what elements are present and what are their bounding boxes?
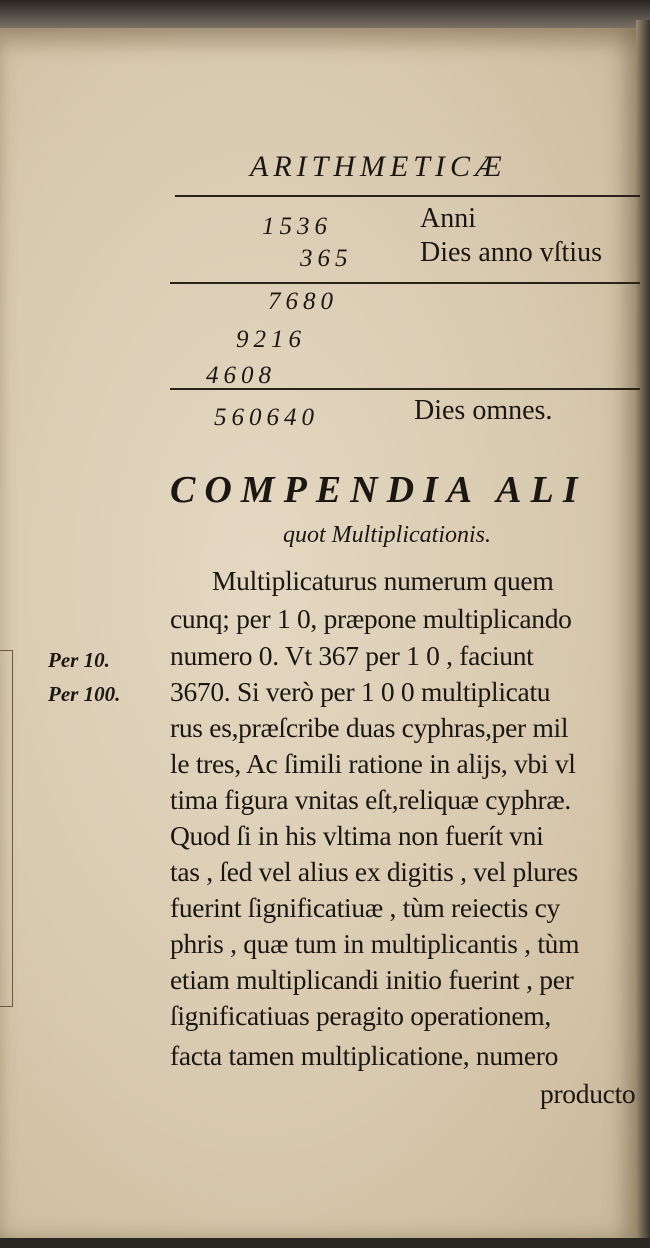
marginal-note-per-10: Per 10.	[48, 648, 110, 672]
marginal-note-per-100: Per 100.	[48, 682, 121, 706]
calc-label-days: Dies anno vſtius	[420, 237, 602, 268]
rule-middle	[170, 282, 640, 284]
page-gutter	[636, 20, 650, 1248]
body-line: facta tamen multiplicatione, numero	[170, 1040, 559, 1071]
body-line: phris , quæ tum in multiplicantis , tùm	[170, 928, 580, 959]
rule-bottom	[170, 388, 640, 390]
calc-figure-years: 1536	[262, 213, 332, 240]
body-line: etiam multiplicandi initio fuerint , per	[170, 964, 574, 995]
section-subtitle: quot Multiplicationis.	[283, 522, 491, 548]
body-line: Quod ſi in his vltima non fuerít vni	[170, 820, 544, 851]
catchword: producto	[540, 1078, 636, 1109]
section-title: COMPENDIA ALI	[170, 469, 587, 511]
body-line: ſignificatiuas peragito operationem,	[170, 1000, 551, 1031]
body-line: numero 0. Vt 367 per 1 0 , faciunt	[170, 640, 534, 671]
book-binding-bottom	[0, 1238, 650, 1248]
partial-product-2: 9216	[236, 326, 306, 353]
partial-product-1: 7680	[268, 288, 338, 315]
body-line: tas , ſed vel alius ex digitis , vel plures	[170, 856, 578, 887]
body-line: 3670. Si verò per 1 0 0 multiplicatu	[170, 676, 551, 707]
running-head: ARITHMETICÆ	[250, 150, 507, 183]
partial-product-3: 4608	[206, 362, 276, 389]
body-line: tima figura vnitas eſt,reliquæ cyphræ.	[170, 784, 572, 815]
calc-figure-days: 365	[300, 245, 353, 272]
body-line: fuerint ſignificatiuæ , tùm reiectis cy	[170, 892, 560, 923]
rule-top	[175, 195, 640, 197]
margin-bracket	[0, 650, 13, 1007]
calc-result-figure: 560640	[214, 404, 319, 431]
body-line: Multiplicaturus numerum quem	[212, 565, 554, 596]
body-line: rus es,præſcribe duas cyphras,per mil	[170, 712, 569, 743]
body-line: cunq; per 1 0, præpone multiplicando	[170, 603, 572, 634]
calc-label-years: Anni	[420, 203, 476, 234]
body-line: le tres, Ac ſimili ratione in aliјs, vbi vl	[170, 748, 576, 779]
calc-result-label: Dies omnes.	[414, 395, 553, 426]
